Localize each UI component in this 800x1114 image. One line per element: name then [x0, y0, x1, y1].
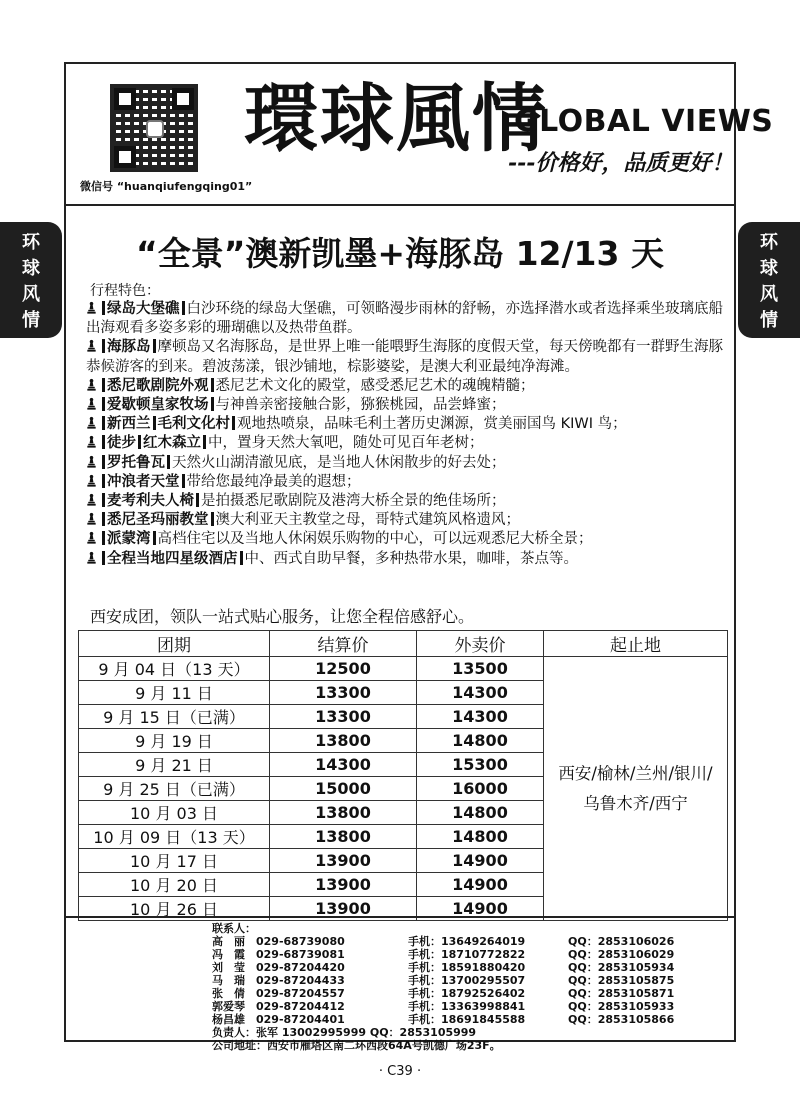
feature-item	[86, 454, 726, 473]
side-tab-left	[0, 222, 62, 338]
sale-price: 14900	[417, 897, 544, 921]
chess-piece-icon	[86, 531, 97, 544]
cost-price: 15000	[270, 777, 417, 801]
tour-title: “全景”澳新凯墨+海豚岛 12/13 天	[136, 234, 664, 273]
wechat-id: 微信号 “huanqiufengqing01”	[80, 180, 253, 193]
feature-name: 全程当地四星级酒店	[107, 550, 238, 567]
feature-item	[86, 511, 726, 530]
chess-piece-icon	[86, 301, 97, 314]
slogan: ---价格好，品质更好！	[508, 150, 734, 176]
col-header-route: 起止地	[544, 631, 728, 657]
contact-row	[212, 974, 674, 987]
side-tab-char: 风	[760, 284, 778, 305]
depart-date: 9 月 04 日（13 天）	[79, 657, 270, 681]
chess-piece-icon	[86, 435, 97, 448]
route-cities: 西安/榆林/兰州/银川/乌鲁木齐/西宁	[544, 657, 728, 921]
chess-piece-icon	[86, 397, 97, 410]
cost-price: 13800	[270, 801, 417, 825]
feature-text: 高档住宅以及当地人休闲娱乐购物的中心，可以远观悉尼大桥全景；	[157, 531, 593, 548]
contact-row	[212, 935, 674, 948]
chess-piece-icon	[86, 378, 97, 391]
contact-tel: 029-87204557	[256, 987, 345, 1000]
depart-date: 9 月 25 日（已满）	[79, 777, 270, 801]
contact-tel: 029-68739081	[256, 948, 345, 961]
chess-piece-icon	[86, 455, 97, 468]
contact-tel: 029-87204420	[256, 961, 345, 974]
feature-text: 澳大利亚天主教堂之母，哥特式建筑风格遗风；	[215, 512, 520, 529]
depart-date: 10 月 20 日	[79, 873, 270, 897]
side-tab-char: 环	[22, 232, 40, 253]
feature-text: 带给您最纯净最美的遐想；	[186, 473, 361, 490]
side-tab-char: 情	[760, 310, 778, 331]
side-tab-char: 球	[22, 258, 40, 279]
feature-name-2: 红木森立	[143, 435, 201, 452]
feature-item	[86, 415, 726, 434]
contact-name: 张 倩	[212, 987, 245, 1000]
price-table	[78, 630, 728, 921]
feature-text: 与神兽亲密接触合影，猕猴桃园，品尝蜂蜜；	[215, 397, 506, 414]
table-row	[79, 657, 728, 681]
contact-name: 马 瑞	[212, 974, 245, 987]
sale-price: 14900	[417, 873, 544, 897]
contact-tel: 029-87204433	[256, 974, 345, 987]
cost-price: 13800	[270, 729, 417, 753]
contact-qq: QQ：2853105933	[568, 1000, 675, 1013]
contact-qq: QQ：2853105871	[568, 987, 675, 1000]
feature-name: 罗托鲁瓦	[107, 454, 165, 471]
feature-name: 悉尼歌剧院外观	[107, 377, 209, 394]
sale-price: 14300	[417, 681, 544, 705]
contact-row	[212, 1000, 674, 1013]
feature-name: 冲浪者天堂	[107, 473, 180, 490]
qr-code-icon	[110, 84, 198, 172]
feature-text: 是拍摄悉尼歌剧院及港湾大桥全景的绝佳场所；	[201, 493, 506, 510]
chess-piece-icon	[86, 493, 97, 506]
feature-name-2: 毛利文化村	[157, 416, 230, 433]
feature-list	[86, 300, 726, 569]
feature-item	[86, 434, 726, 453]
side-tab-char: 环	[760, 232, 778, 253]
contact-mobile: 手机：13649264019	[408, 935, 526, 948]
feature-text: 观地热喷泉，品味毛利土著历史渊源，赏美丽国鸟 KIWI 鸟；	[237, 416, 627, 433]
col-header-sale: 外卖价	[417, 631, 544, 657]
masthead	[66, 64, 774, 206]
feature-name: 新西兰	[107, 416, 151, 433]
depart-date: 10 月 03 日	[79, 801, 270, 825]
side-tab-char: 球	[760, 258, 778, 279]
depart-date: 10 月 26 日	[79, 897, 270, 921]
sale-price: 16000	[417, 777, 544, 801]
sale-price: 14300	[417, 705, 544, 729]
cost-price: 13300	[270, 681, 417, 705]
contact-qq: QQ：2853105934	[568, 961, 675, 974]
contact-qq: QQ：2853105875	[568, 974, 675, 987]
chess-piece-icon	[86, 512, 97, 525]
cost-price: 13900	[270, 849, 417, 873]
feature-item	[86, 396, 726, 415]
depart-date: 10 月 09 日（13 天）	[79, 825, 270, 849]
feature-text: 中，置身天然大氧吧，随处可见百年老树；	[208, 435, 484, 452]
sale-price: 15300	[417, 753, 544, 777]
contact-name: 郭爱琴	[212, 1000, 245, 1013]
sale-price: 14800	[417, 825, 544, 849]
contact-mobile: 手机：13363998841	[408, 1000, 526, 1013]
contact-qq: QQ：2853106026	[568, 935, 675, 948]
cost-price: 13900	[270, 897, 417, 921]
chess-piece-icon	[86, 416, 97, 429]
feature-item	[86, 377, 726, 396]
cost-price: 13900	[270, 873, 417, 897]
feature-text: 天然火山湖清澈见底，是当地人休闲散步的好去处；	[172, 454, 506, 471]
contact-qq: QQ：2853106029	[568, 948, 675, 961]
feature-name: 海豚岛	[107, 339, 151, 356]
depart-date: 9 月 11 日	[79, 681, 270, 705]
contact-qq: QQ：2853105866	[568, 1013, 675, 1026]
side-tab-right	[738, 222, 800, 338]
contact-section	[66, 916, 734, 1052]
contact-name: 杨昌雄	[212, 1013, 245, 1026]
depart-date: 10 月 17 日	[79, 849, 270, 873]
contact-tel: 029-68739080	[256, 935, 345, 948]
feature-text: 中、西式自助早餐，多种热带水果，咖啡，茶点等。	[244, 550, 578, 567]
manager-line: 负责人：张军 13002995999 QQ：2853105999	[212, 1026, 477, 1039]
feature-text: 白沙环绕的绿岛大堡礁，可领略漫步雨林的舒畅，亦选择潜水或者选择乘坐玻璃底船出海观看多姿多彩的珊瑚礁以及热带鱼群。	[86, 301, 723, 337]
side-tab-char: 风	[22, 284, 40, 305]
feature-item	[86, 530, 726, 549]
feature-text: 摩顿岛又名海豚岛，是世界上唯一能喂野生海豚的度假天堂，每天傍晚都有一群野生海豚恭候游客的到来。碧波荡漾，银沙铺地，棕影婆娑，是澳大利亚最纯净海滩。	[86, 339, 723, 375]
service-motto: 西安成团，领队一站式贴心服务，让您全程倍感舒心。	[90, 607, 475, 626]
col-header-cost: 结算价	[270, 631, 417, 657]
brand-logo-en: GLOBAL VIEWS	[514, 104, 774, 139]
depart-date: 9 月 15 日（已满）	[79, 705, 270, 729]
page-number: · C39 ·	[378, 1064, 422, 1079]
chess-piece-icon	[86, 474, 97, 487]
cost-price: 13800	[270, 825, 417, 849]
contact-row	[212, 987, 674, 1000]
contact-row	[212, 1013, 674, 1026]
feature-item	[86, 300, 726, 338]
depart-date: 9 月 21 日	[79, 753, 270, 777]
contact-row	[212, 948, 674, 961]
contact-mobile: 手机：18792526402	[408, 987, 526, 1000]
cost-price: 13300	[270, 705, 417, 729]
cost-price: 14300	[270, 753, 417, 777]
feature-name: 徒步	[107, 435, 136, 452]
contact-label: 联系人：	[212, 922, 256, 935]
feature-name: 麦考利夫人椅	[107, 493, 194, 510]
cost-price: 12500	[270, 657, 417, 681]
feature-item	[86, 338, 726, 376]
contact-row	[212, 961, 674, 974]
sale-price: 14800	[417, 801, 544, 825]
brand-logo-cn: 環球風情	[244, 76, 548, 162]
contact-tel: 029-87204412	[256, 1000, 345, 1013]
contact-tel: 029-87204401	[256, 1013, 345, 1026]
side-tab-char: 情	[22, 310, 40, 331]
feature-text: 悉尼艺术文化的殿堂，感受悉尼艺术的魂魄精髓；	[215, 377, 535, 394]
feature-item	[86, 473, 726, 492]
feature-name: 爱歇顿皇家牧场	[107, 397, 209, 414]
feature-item	[86, 492, 726, 511]
chess-piece-icon	[86, 339, 97, 352]
contact-mobile: 手机：13700295507	[408, 974, 526, 987]
contact-name: 冯 霞	[212, 948, 245, 961]
features-label: 行程特色：	[90, 283, 160, 299]
feature-name: 绿岛大堡礁	[107, 301, 180, 317]
contact-mobile: 手机：18591880420	[408, 961, 526, 974]
sale-price: 14900	[417, 849, 544, 873]
page-frame	[64, 62, 774, 1052]
feature-item	[86, 550, 726, 569]
company-address: 公司地址：西安市雁塔区南二环西段64A号凯德广场23F。	[212, 1039, 501, 1052]
sale-price: 13500	[417, 657, 544, 681]
contact-name: 刘 莹	[212, 961, 245, 974]
feature-name: 悉尼圣玛丽教堂	[107, 512, 209, 529]
sale-price: 14800	[417, 729, 544, 753]
contact-mobile: 手机：18710772822	[408, 948, 526, 961]
depart-date: 9 月 19 日	[79, 729, 270, 753]
feature-name: 派蒙湾	[107, 531, 151, 548]
chess-piece-icon	[86, 551, 97, 564]
contact-name: 高 丽	[212, 935, 245, 948]
contact-mobile: 手机：18691845588	[408, 1013, 526, 1026]
col-header-date: 团期	[79, 631, 270, 657]
